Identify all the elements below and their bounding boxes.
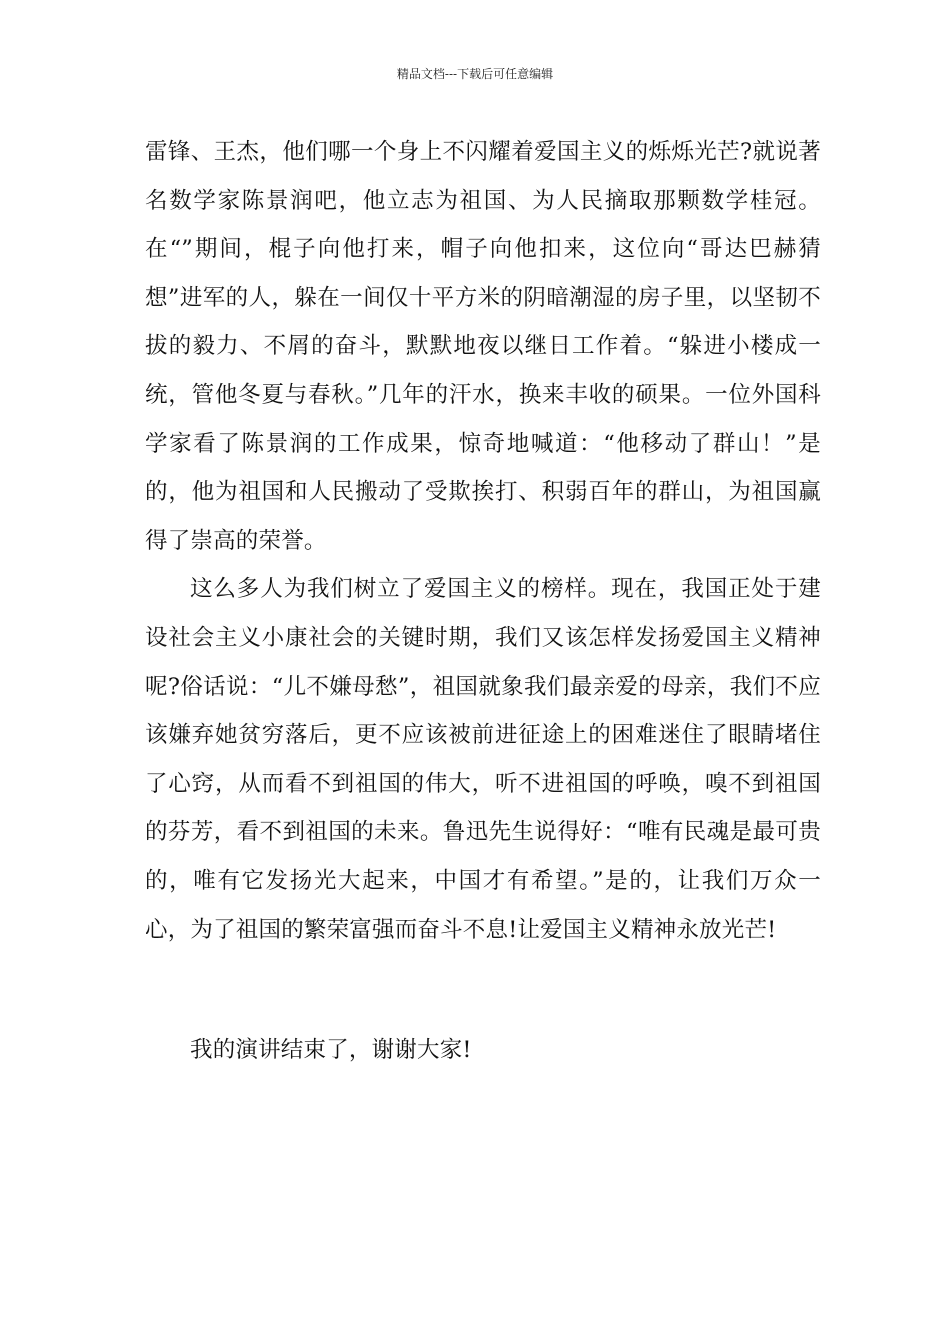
paragraph-1: 雷锋、王杰，他们哪一个身上不闪耀着爱国主义的烁烁光芒?就说著名数学家陈景润吧，他立志为祖国、为人民摘取那颗数学桂冠。在“”期间，棍子向他打来，帽子向他扣来，这位向“哥达巴赫猜想”进军的人，躲在一间仅十平方米的阴暗潮湿的房子里，以坚韧不拔的毅力、不屑的奋斗，默默地夜以继日工作着。“躲进小楼成一统，管他冬夏与春秋。”几年的汗水，换来丰收的硕果。一位外国科学家看了陈景润的工作成果，惊奇地喊道：“他移动了群山！”是的，他为祖国和人民搬动了受欺挨打、积弱百年的群山，为祖国赢得了崇高的荣誉。 — [145, 139, 821, 554]
page-header: 精品文档---下载后可任意编辑 — [396, 67, 554, 81]
document-body — [145, 128, 821, 954]
closing-remark: 我的演讲结束了，谢谢大家! — [190, 1037, 472, 1063]
paragraph-2: 这么多人为我们树立了爱国主义的榜样。现在，我国正处于建设社会主义小康社会的关键时期，我们又该怎样发扬爱国主义精神呢?俗话说：“儿不嫌母愁”，祖国就象我们最亲爱的母亲，我们不应该嫌弃她贫穷落后，更不应该被前进征途上的困难迷住了眼睛堵住了心窍，从而看不到祖国的伟大，听不进祖国的呼唤，嗅不到祖国的芬芳，看不到祖国的未来。鲁迅先生说得好：“唯有民魂是最可贵的，唯有它发扬光大起来，中国才有希望。”是的，让我们万众一心，为了祖国的繁荣富强而奋斗不息!让爱国主义精神永放光芒! — [145, 576, 821, 943]
